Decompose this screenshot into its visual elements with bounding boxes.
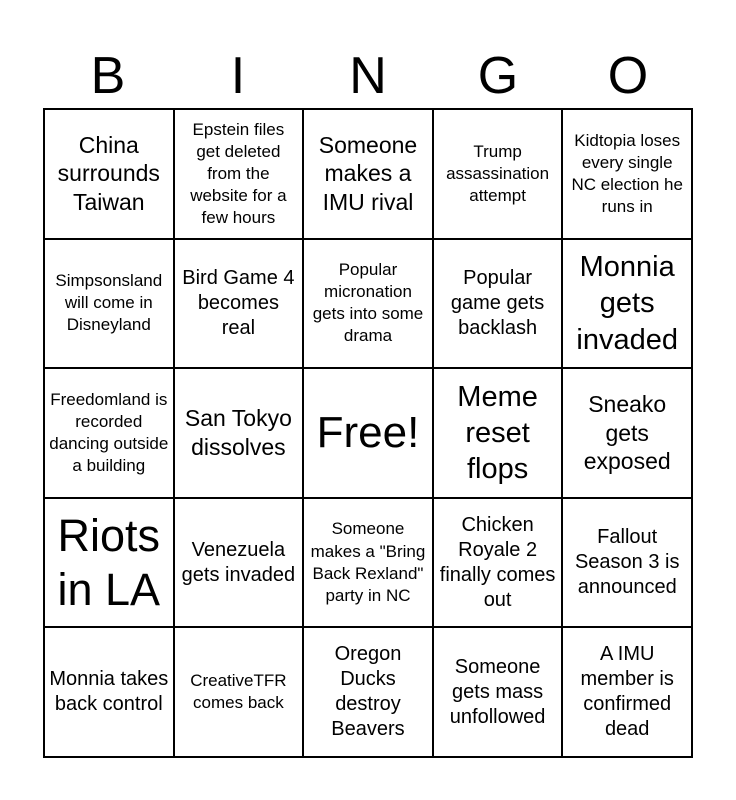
- bingo-cell[interactable]: [433, 498, 563, 628]
- cell-text: Monnia takes back control: [49, 668, 169, 716]
- bingo-cell[interactable]: [44, 498, 174, 628]
- bingo-cell[interactable]: [44, 109, 174, 239]
- cell-text: Trump assassination attempt: [446, 141, 550, 205]
- bingo-cell[interactable]: [174, 627, 304, 757]
- cell-text: Venezuela gets invaded: [181, 538, 296, 586]
- bingo-cell[interactable]: [562, 498, 692, 628]
- cell-text: Chicken Royale 2 finally comes out: [439, 513, 556, 611]
- bingo-cell[interactable]: [433, 627, 563, 757]
- cell-text: Popular game gets backlash: [450, 266, 545, 339]
- cell-text: Bird Game 4 becomes real: [182, 266, 295, 339]
- bingo-cell[interactable]: [44, 627, 174, 757]
- cell-text: CreativeTFR comes back: [190, 671, 287, 713]
- free-space-text: Free!: [316, 407, 420, 457]
- header-letter-n: N: [349, 47, 387, 105]
- header-letter-i: I: [230, 47, 246, 105]
- bingo-cell[interactable]: [303, 627, 433, 757]
- bingo-cell[interactable]: [174, 239, 304, 369]
- bingo-cell[interactable]: [174, 109, 304, 239]
- bingo-cell[interactable]: [433, 109, 563, 239]
- bingo-cell[interactable]: [44, 368, 174, 498]
- bingo-cell[interactable]: [303, 109, 433, 239]
- bingo-cell[interactable]: [562, 368, 692, 498]
- header-letter-o: O: [607, 47, 649, 105]
- cell-text: Simpsonsland will come in Disneyland: [55, 271, 163, 335]
- bingo-board: [43, 108, 693, 758]
- cell-text: Sneako gets exposed: [583, 390, 671, 475]
- header-letter-g: G: [477, 47, 519, 105]
- cell-text: Someone makes a "Bring Back Rexland" party in NC: [310, 519, 426, 605]
- bingo-cell[interactable]: [433, 368, 563, 498]
- cell-text: Riots in LA: [57, 509, 161, 615]
- bingo-cell[interactable]: [174, 368, 304, 498]
- bingo-cell[interactable]: [44, 239, 174, 369]
- bingo-cell[interactable]: [303, 239, 433, 369]
- bingo-cell[interactable]: [562, 239, 692, 369]
- cell-text: Monnia gets invaded: [576, 251, 678, 356]
- cell-text: A IMU member is confirmed dead: [580, 643, 674, 741]
- cell-text: Someone makes a IMU rival: [318, 131, 418, 216]
- cell-text: Someone gets mass unfollowed: [449, 655, 546, 728]
- cell-text: San Tokyo dissolves: [184, 405, 292, 460]
- cell-text: Epstein files get deleted from the website for a few hours: [190, 119, 287, 227]
- bingo-cell[interactable]: [562, 109, 692, 239]
- bingo-cell[interactable]: [174, 498, 304, 628]
- cell-text: China surrounds Taiwan: [57, 131, 160, 216]
- bingo-header: [43, 44, 693, 108]
- cell-text: Fallout Season 3 is announced: [574, 526, 680, 599]
- cell-text: Kidtopia loses every single NC election he runs in: [571, 130, 683, 216]
- cell-text: Oregon Ducks destroy Beavers: [331, 643, 405, 741]
- cell-text: Freedomland is recorded dancing outside a building: [49, 389, 169, 476]
- cell-text: Popular micronation gets into some drama: [312, 260, 424, 346]
- bingo-cell[interactable]: [562, 627, 692, 757]
- cell-text: Meme reset flops: [457, 380, 538, 486]
- header-letter-b: B: [90, 47, 126, 105]
- free-space-cell[interactable]: [303, 368, 433, 498]
- bingo-cell[interactable]: [433, 239, 563, 369]
- bingo-cell[interactable]: [303, 498, 433, 628]
